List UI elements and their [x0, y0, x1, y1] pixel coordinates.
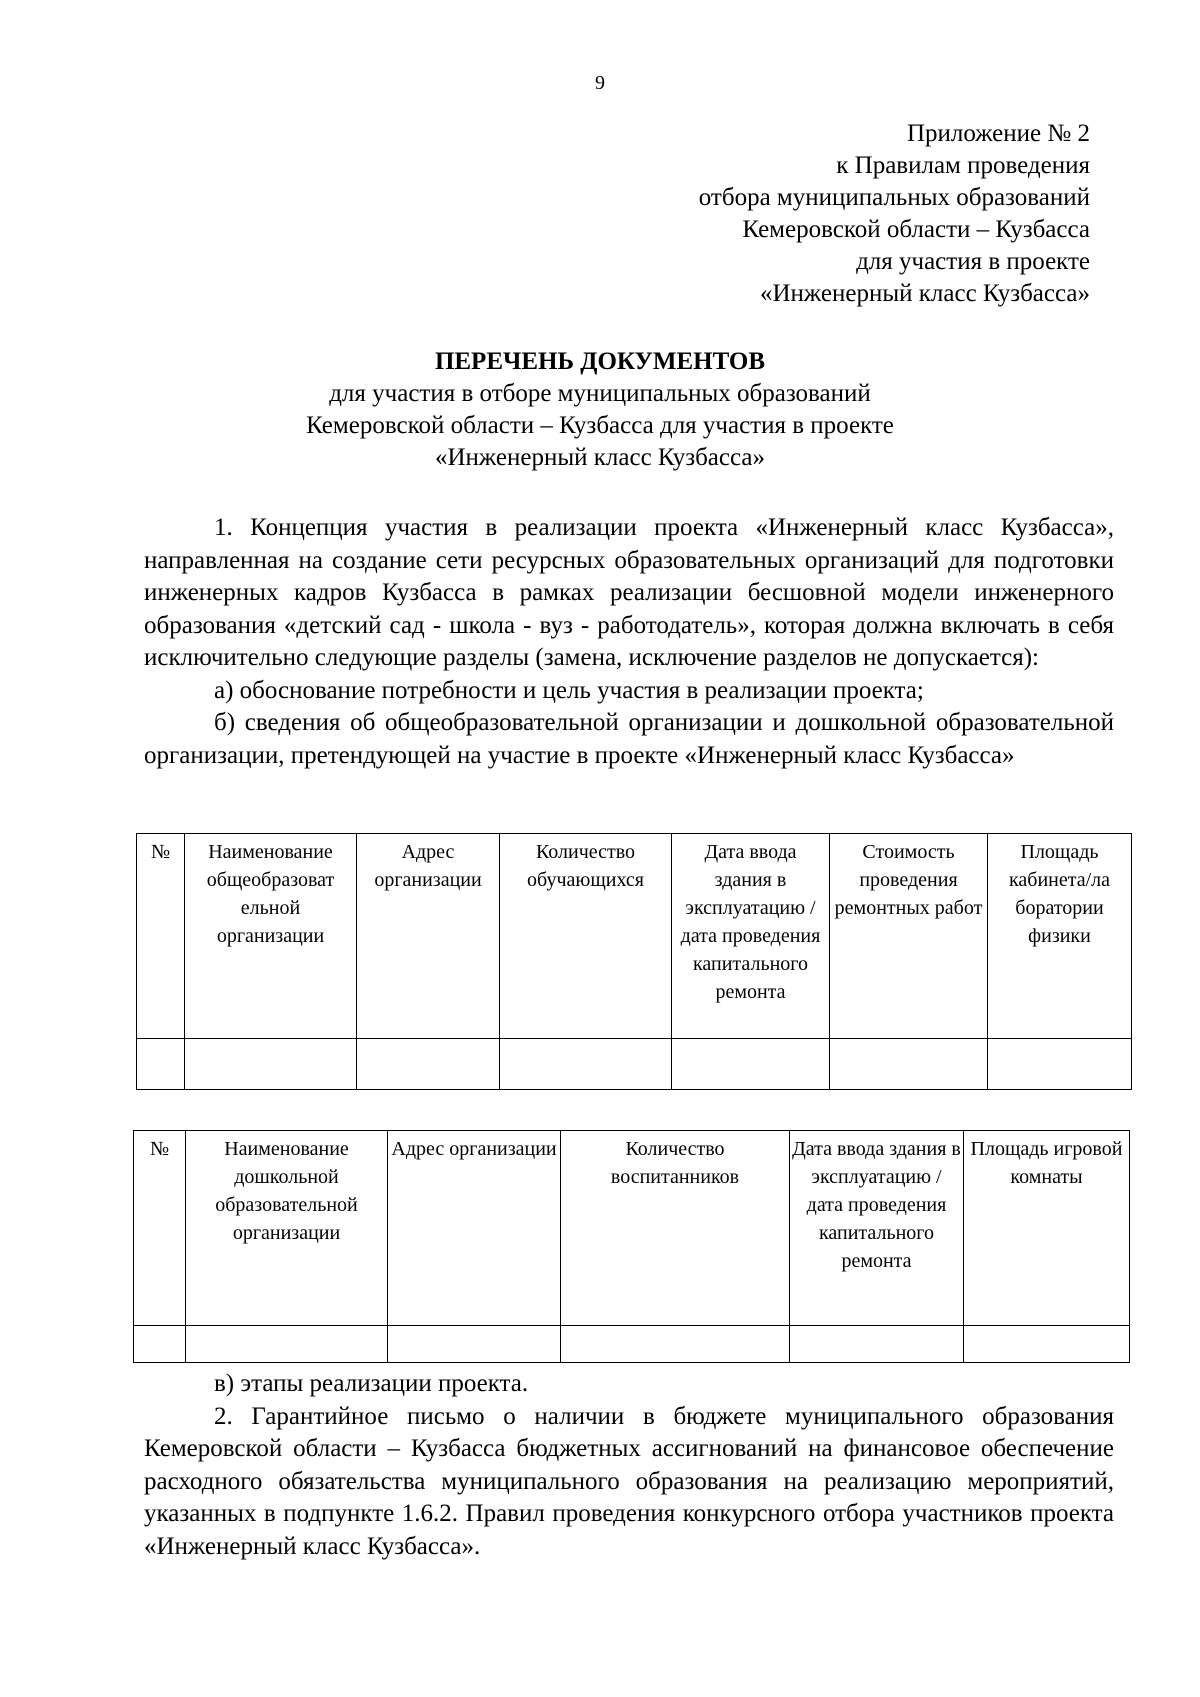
table-cell [137, 1039, 185, 1090]
preschool-info-table [133, 1130, 1130, 1363]
table-cell [186, 1326, 388, 1363]
table-cell [185, 1039, 357, 1090]
table-cell [988, 1039, 1132, 1090]
column-header: Стоимость проведения ремонтных работ [830, 834, 988, 1039]
table-row [137, 1039, 1132, 1090]
table-cell [388, 1326, 561, 1363]
table-cell [357, 1039, 500, 1090]
section-1 [144, 512, 1114, 772]
column-header: Дата ввода здания в эксплуатацию / дата проведения капитального ремонта [790, 1131, 964, 1326]
document-title: ПЕРЕЧЕНЬ ДОКУМЕНТОВ [434, 348, 766, 375]
column-header: Количество воспитанников [561, 1131, 790, 1326]
appendix-line: Кемеровской области – Кузбасса [742, 216, 1090, 243]
appendix-line: к Правилам проведения [836, 152, 1090, 179]
item-a: а) обоснование потребности и цель участия в реализации проекта; [214, 676, 924, 704]
appendix-line: отбора муниципальных образований [698, 184, 1090, 211]
appendix-header [490, 118, 1090, 310]
paragraph-1: 1. Концепция участия в реализации проекта «Инженерный класс Кузбасса», направленная на создание сети ресурсных образовательных организаций для подготовки инженерных кадров Кузбасса в рамках реализации бесшовной модели инженерного образования «детский сад - школа - вуз - работодатель», которая должна включать в себя исключительно следующие разделы (замена, исключение разделов не допускается): [144, 514, 1114, 671]
document-subtitle-line: «Инженерный класс Кузбасса» [435, 444, 765, 471]
table-header-row [137, 834, 1132, 1039]
table-cell [964, 1326, 1130, 1363]
column-header: Адрес организации [388, 1131, 561, 1326]
table-cell [134, 1326, 186, 1363]
appendix-line: для участия в проекте [856, 248, 1090, 275]
paragraph-2: 2. Гарантийное письмо о наличии в бюджете муниципального образования Кемеровской области – Кузбасса бюджетных ассигнований на финансовое обеспечение расходного обязательства муниципального образования на реализацию мероприятий, указанных в подпункте 1.6.2. Правил проведения конкурсного отбора участников проекта «Инженерный класс Кузбасса». [144, 1402, 1114, 1560]
table-header-row [134, 1131, 1130, 1326]
document-title-block [0, 345, 1200, 474]
table-cell [790, 1326, 964, 1363]
document-subtitle-line: Кемеровской области – Кузбасса для участия в проекте [306, 412, 894, 439]
page-number: 9 [595, 72, 605, 94]
column-header: Количество обучающихся [500, 834, 672, 1039]
column-header: Дата ввода здания в эксплуатацию / дата проведения капитального ремонта [672, 834, 830, 1039]
table-cell [672, 1039, 830, 1090]
column-header: № [134, 1131, 186, 1326]
column-header: Адрес организации [357, 834, 500, 1039]
column-header: Наименование общеобразоват ельной организации [185, 834, 357, 1039]
section-2 [144, 1368, 1114, 1563]
document-subtitle-line: для участия в отборе муниципальных образований [329, 380, 871, 407]
column-header: Наименование дошкольной образовательной организации [186, 1131, 388, 1326]
table-cell [500, 1039, 672, 1090]
item-c: в) этапы реализации проекта. [214, 1370, 529, 1397]
appendix-line: Приложение № 2 [906, 120, 1090, 147]
column-header: Площадь кабинета/ла боратории физики [988, 834, 1132, 1039]
table-cell [830, 1039, 988, 1090]
column-header: Площадь игровой комнаты [964, 1131, 1130, 1326]
appendix-line: «Инженерный класс Кузбасса» [760, 280, 1090, 307]
item-b: б) сведения об общеобразовательной организации и дошкольной образовательной организации, претендующей на участие в проекте «Инженерный класс Кузбасса» [144, 709, 1114, 769]
school-info-table [136, 833, 1132, 1090]
table-row [134, 1326, 1130, 1363]
table-cell [561, 1326, 790, 1363]
column-header: № [137, 834, 185, 1039]
